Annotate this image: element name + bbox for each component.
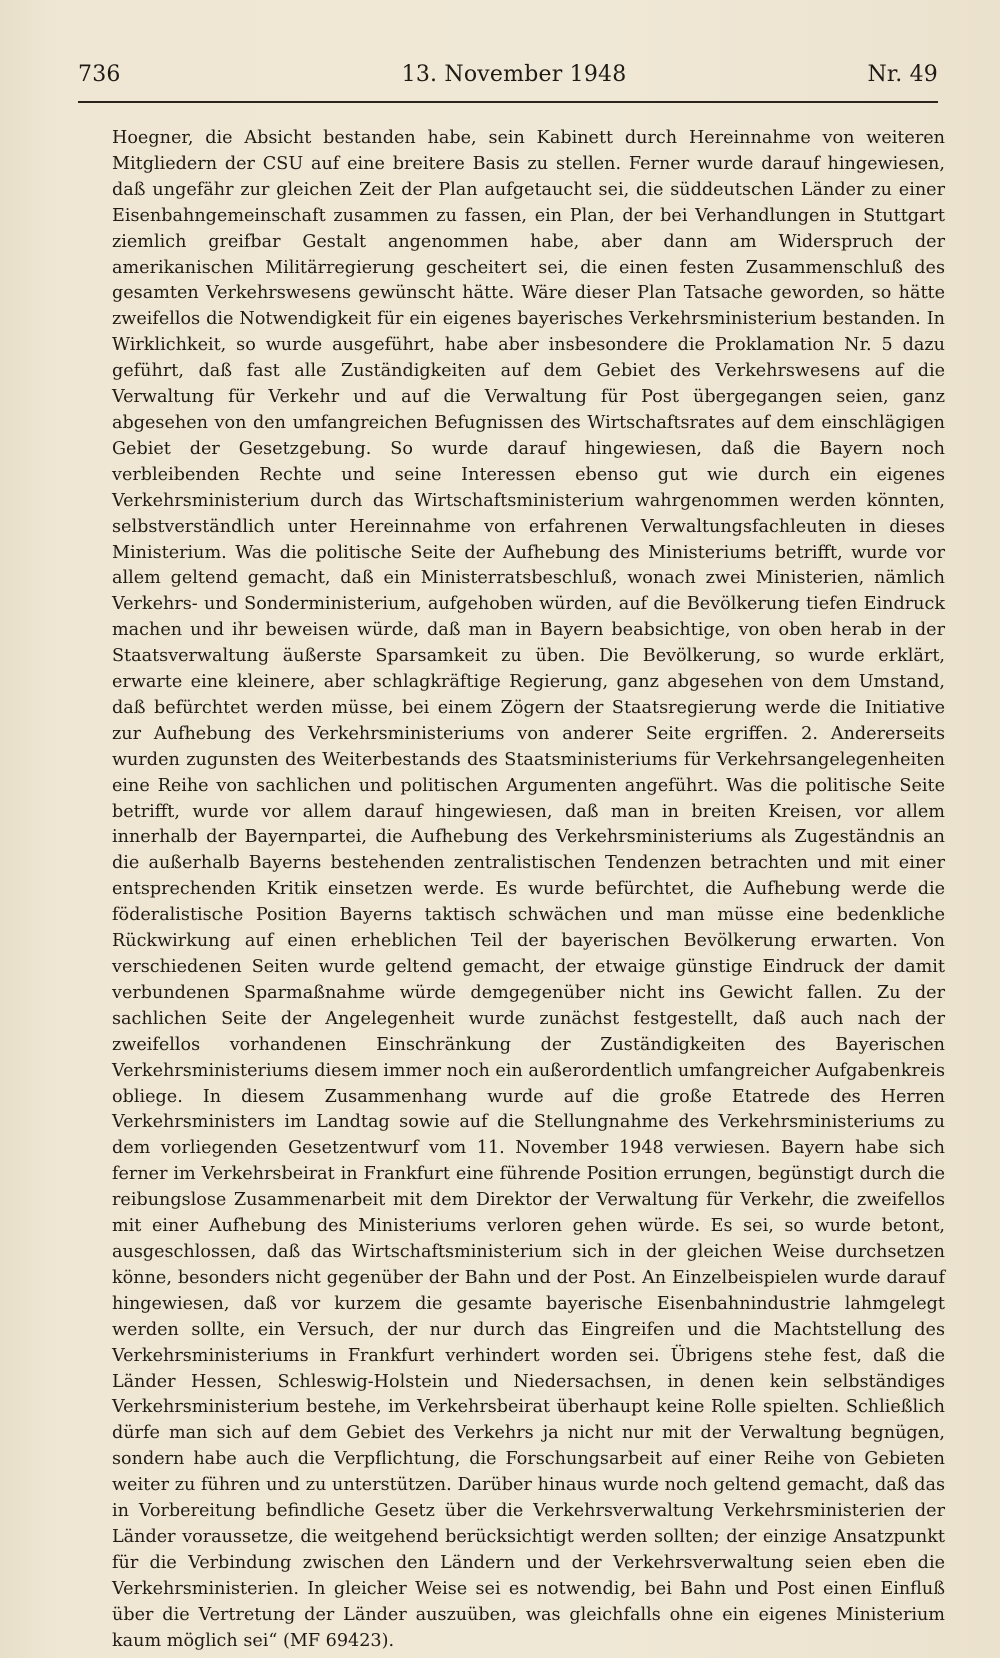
page-number: 736 xyxy=(78,62,121,87)
running-header xyxy=(78,62,938,98)
document-number: Nr. 49 xyxy=(867,62,938,87)
header-date: 13. November 1948 xyxy=(401,62,627,87)
body-paragraph: Hoegner, die Absicht bestanden habe, sein Kabinett durch Hereinnahme von weiteren Mitgliedern der CSU auf eine breitere Basis zu stellen. Ferner wurde darauf hingewiesen, daß ungefähr zur gleichen Zeit der Plan aufgetaucht sei, die süddeutschen Länder zu einer Eisenbahngemeinschaft zusammen zu fassen, ein Plan, der bei Verhandlungen in Stuttgart ziemlich greifbar Gestalt angenommen habe, aber dann am Widerspruch der amerikanischen Militärregierung gescheitert sei, die einen festen Zusammenschluß des gesamten Verkehrswesens gewünscht hätte. Wäre dieser Plan Tatsache geworden, so hätte zweifellos die Notwendigkeit für ein eigenes bayerisches Verkehrsministerium bestanden. In Wirklichkeit, so wurde ausgeführt, habe aber insbesondere die Proklamation Nr. 5 dazu geführt, daß fast alle Zuständigkeiten auf dem Gebiet des Verkehrswesens auf die Verwaltung für Verkehr und auf die Verwaltung für Post übergegangen seien, ganz abgesehen von den umfangreichen Befugnissen des Wirtschaftsrates auf dem einschlägigen Gebiet der Gesetzgebung. So wurde darauf hingewiesen, daß die Bayern noch verbleibenden Rechte und seine Interessen ebenso gut wie durch ein eigenes Verkehrsministerium durch das Wirtschaftsministerium wahrgenommen werden könnten, selbstverständlich unter Hereinnahme von erfahrenen Verwaltungsfachleuten in dieses Ministerium. Was die politische Seite der Aufhebung des Ministeriums betrifft, wurde vor allem geltend gemacht, daß ein Ministerratsbeschluß, wonach zwei Ministerien, nämlich Verkehrs- und Sonderministerium, aufgehoben würden, auf die Bevölkerung tiefen Eindruck machen und ihr beweisen würde, daß man in Bayern beabsichtige, von oben herab in der Staatsverwaltung äußerste Sparsamkeit zu üben. Die Bevölkerung, so wurde erklärt, erwarte eine kleinere, aber schlagkräftige Regierung, ganz abgesehen von dem Umstand, daß befürchtet werden müsse, bei einem Zögern der Staatsregierung werde die Initiative zur Aufhebung des Verkehrsministeriums von anderer Seite ergriffen. 2. Andererseits wurden zugunsten des Weiterbestands des Staatsministeriums für Verkehrsangelegenheiten eine Reihe von sachlichen und politischen Argumenten angeführt. Was die politische Seite betrifft, wurde vor allem darauf hingewiesen, daß man in breiten Kreisen, vor allem innerhalb der Bayernpartei, die Aufhebung des Verkehrsministeriums als Zugeständnis an die außerhalb Bayerns bestehenden zentralistischen Tendenzen betrachten und mit einer entsprechenden Kritik einsetzen werde. Es wurde befürchtet, die Aufhebung werde die föderalistische Position Bayerns taktisch schwächen und man müsse eine bedenkliche Rückwirkung auf einen erheblichen Teil der bayerischen Bevölkerung erwarten. Von verschiedenen Seiten wurde geltend gemacht, der etwaige günstige Eindruck der damit verbundenen Sparmaßnahme würde demgegenüber nicht ins Gewicht fallen. Zu der sachlichen Seite der Angelegenheit wurde zunächst festgestellt, daß auch nach der zweifellos vorhandenen Einschränkung der Zuständigkeiten des Bayerischen Verkehrsministeriums diesem immer noch ein außerordentlich umfangreicher Aufgabenkreis obliege. In diesem Zusammenhang wurde auf die große Etatrede des Herren Verkehrsministers im Landtag sowie auf die Stellungnahme des Verkehrsministeriums zu dem vorliegenden Gesetzentwurf vom 11. November 1948 verwiesen. Bayern habe sich ferner im Verkehrsbeirat in Frankfurt eine führende Position errungen, begünstigt durch die reibungslose Zusammenarbeit mit dem Direktor der Verwaltung für Verkehr, die zweifellos mit einer Aufhebung des Ministeriums verloren gehen würde. Es sei, so wurde betont, ausgeschlossen, daß das Wirtschaftsministerium sich in der gleichen Weise durchsetzen könne, besonders nicht gegenüber der Bahn und der Post. An Einzelbeispielen wurde darauf hingewiesen, daß vor kurzem die gesamte bayerische Eisenbahnindustrie lahmgelegt werden sollte, ein Versuch, der nur durch das Eingreifen und die Machtstellung des Verkehrsministeriums in Frankfurt verhindert worden sei. Übrigens stehe fest, daß die Länder Hessen, Schleswig-Holstein und Niedersachsen, in denen kein selbständiges Verkehrsministerium bestehe, im Verkehrsbeirat überhaupt keine Rolle spielten. Schließlich dürfe man sich auf dem Gebiet des Verkehrs ja nicht nur mit der Verwaltung begnügen, sondern habe auch die Verpflichtung, die Forschungsarbeit auf einer Reihe von Gebieten weiter zu führen und zu unterstützen. Darüber hinaus wurde noch geltend gemacht, daß das in Vorbereitung befindliche Gesetz über die Verkehrsverwaltung Verkehrsministerien der Länder voraussetze, die weitgehend berücksichtigt werden sollten; der einzige Ansatzpunkt für die Verbindung zwischen den Ländern und der Verkehrsverwaltung seien eben die Verkehrsministerien. In gleicher Weise sei es notwendig, bei Bahn und Post einen Einfluß über die Vertretung der Länder auszuüben, was gleichfalls ohne ein eigenes Ministerium kaum möglich sei“ (MF 69423). xyxy=(112,128,945,1651)
body-text xyxy=(112,126,945,1654)
header-rule xyxy=(78,101,938,103)
